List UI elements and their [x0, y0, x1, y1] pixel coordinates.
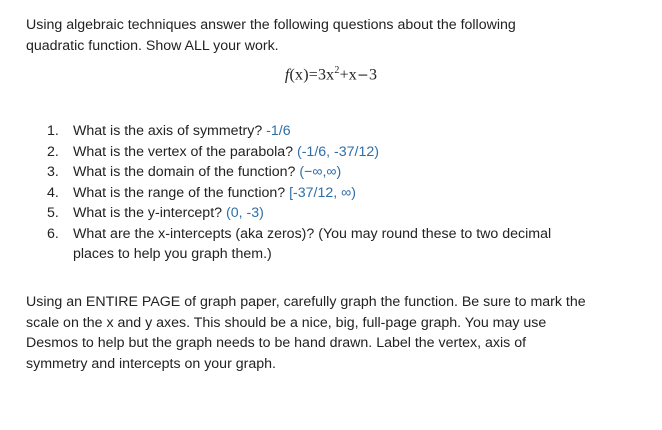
formula-body: (x)=3x [289, 66, 335, 84]
intro-line-2: quadratic function. Show ALL your work. [26, 37, 279, 54]
instructions-paragraph [26, 292, 646, 374]
intro-paragraph [26, 15, 646, 56]
instructions-line-2: scale on the x and y axes. This should be a nice, big, full-page graph. You may use [26, 314, 547, 331]
question-number: 6. [47, 225, 59, 242]
question-text: What is the domain of the function? [73, 164, 300, 180]
formula-plus-x: +x [339, 66, 358, 84]
question-answer: (0, -3) [225, 205, 264, 221]
formula-constant: 3 [368, 66, 378, 84]
question-number: 2. [47, 143, 59, 160]
question-answer: (-1/6, -37/12) [296, 143, 379, 160]
instructions-line-3: Desmos to help but the graph needs to be hand drawn. Label the vertex, axis of [26, 335, 527, 351]
question-number: 5. [47, 205, 59, 221]
question-item-3 [0, 162, 640, 183]
question-item-6 [0, 224, 640, 265]
question-item-5 [0, 203, 640, 224]
question-number: 1. [47, 123, 59, 139]
function-formula [0, 61, 662, 86]
question-answer: (−∞,∞) [299, 164, 342, 180]
formula-exponent: 2 [334, 65, 340, 76]
question-item-1 [0, 121, 640, 142]
question-number: 4. [47, 184, 59, 201]
instructions-line-1: Using an ENTIRE PAGE of graph paper, carefully graph the function. Be sure to mark the [26, 294, 586, 310]
question-answer: -1/6 [266, 123, 291, 139]
question-text: What are the x-intercepts (aka zeros)? (You may round these to two decimal [73, 225, 552, 242]
formula-minus: − [357, 67, 369, 84]
question-answer: [-37/12, ∞) [289, 184, 357, 201]
intro-line-1: Using algebraic techniques answer the following questions about the following [26, 17, 516, 33]
instructions-line-4: symmetry and intercepts on your graph. [26, 355, 276, 372]
question-list [0, 121, 640, 265]
question-number: 3. [47, 164, 59, 180]
formula-f: f [284, 66, 290, 84]
question-item-4 [0, 183, 640, 204]
question-text: What is the vertex of the parabola? [73, 143, 297, 160]
question-text-continued: places to help you graph them.) [73, 246, 272, 262]
question-text: What is the range of the function? [73, 184, 290, 201]
question-text: What is the y-intercept? [73, 205, 226, 221]
question-item-2 [0, 142, 640, 163]
question-text: What is the axis of symmetry? [73, 123, 267, 139]
